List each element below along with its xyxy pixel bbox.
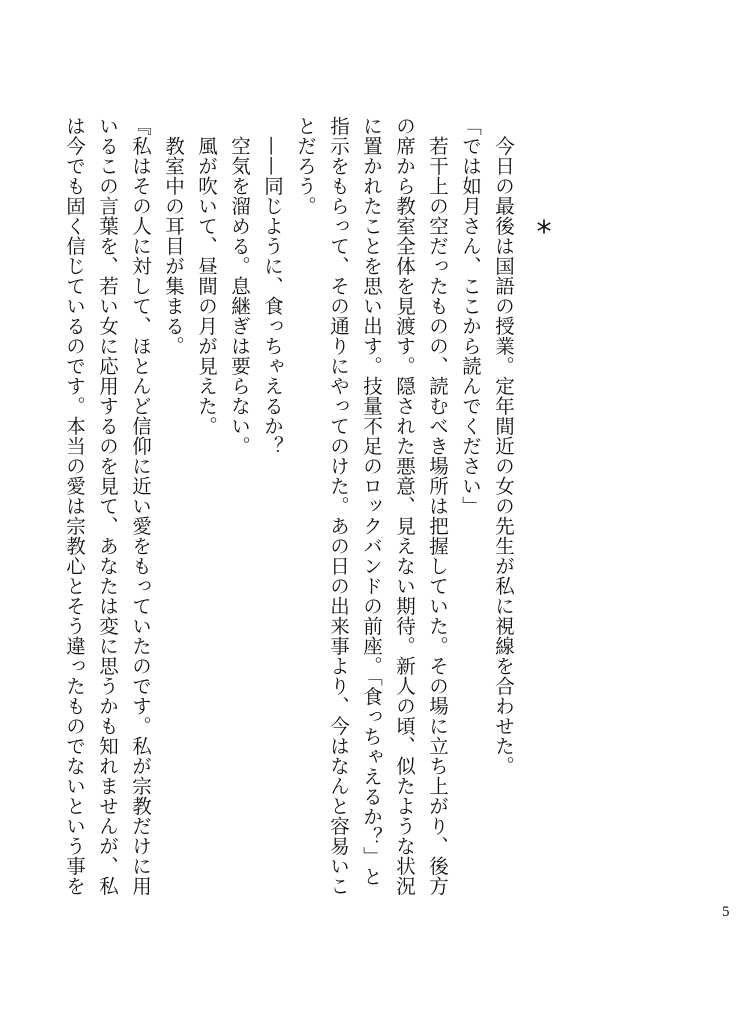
text-line: 『私はその人に対して、ほとんど信仰に近い愛をもっていたのです。私が宗教だけに用	[129, 116, 152, 896]
page-number: 5	[722, 904, 730, 920]
text-line: 空気を溜める。息継ぎは要らない。	[228, 135, 251, 456]
text-line: いるこの言葉を、若い女に応用するのを見て、あなたは変に思うかも知れませんが、私	[96, 116, 119, 896]
text-line: 教室中の耳目が集まる。	[162, 135, 185, 356]
text-line: の席から教室全体を見渡す。隠された悪意、見えない期待。新人の頃、似たような状況	[393, 116, 416, 896]
vertical-body-text	[63, 116, 520, 906]
text-line: 今日の最後は国語の授業。定年間近の女の先生が私に視線を合わせた。	[492, 135, 515, 776]
section-break-asterisk: *	[536, 215, 552, 250]
text-line: とだろう。	[294, 116, 317, 216]
text-line: ——同じように、食っちゃえるか？	[261, 135, 284, 456]
text-line: に置かれたことを思い出す。技量不足のロックバンドの前座。「食っちゃえるか？」と	[360, 116, 383, 887]
text-line: 若干上の空だったものの、読むべき場所は把握していた。その場に立ち上がり、後方	[426, 135, 449, 896]
text-line: は今でも固く信じているのです。本当の愛は宗教心とそう違ったものでないという事を	[63, 116, 86, 896]
text-line: 指示をもらって、その通りにやってのけた。あの日の出来事より、今はなんと容易いこ	[327, 116, 350, 896]
text-line: 風が吹いて、昼間の月が見えた。	[195, 135, 218, 436]
text-line: 「では如月さん、ここから読んでください」	[459, 116, 482, 516]
